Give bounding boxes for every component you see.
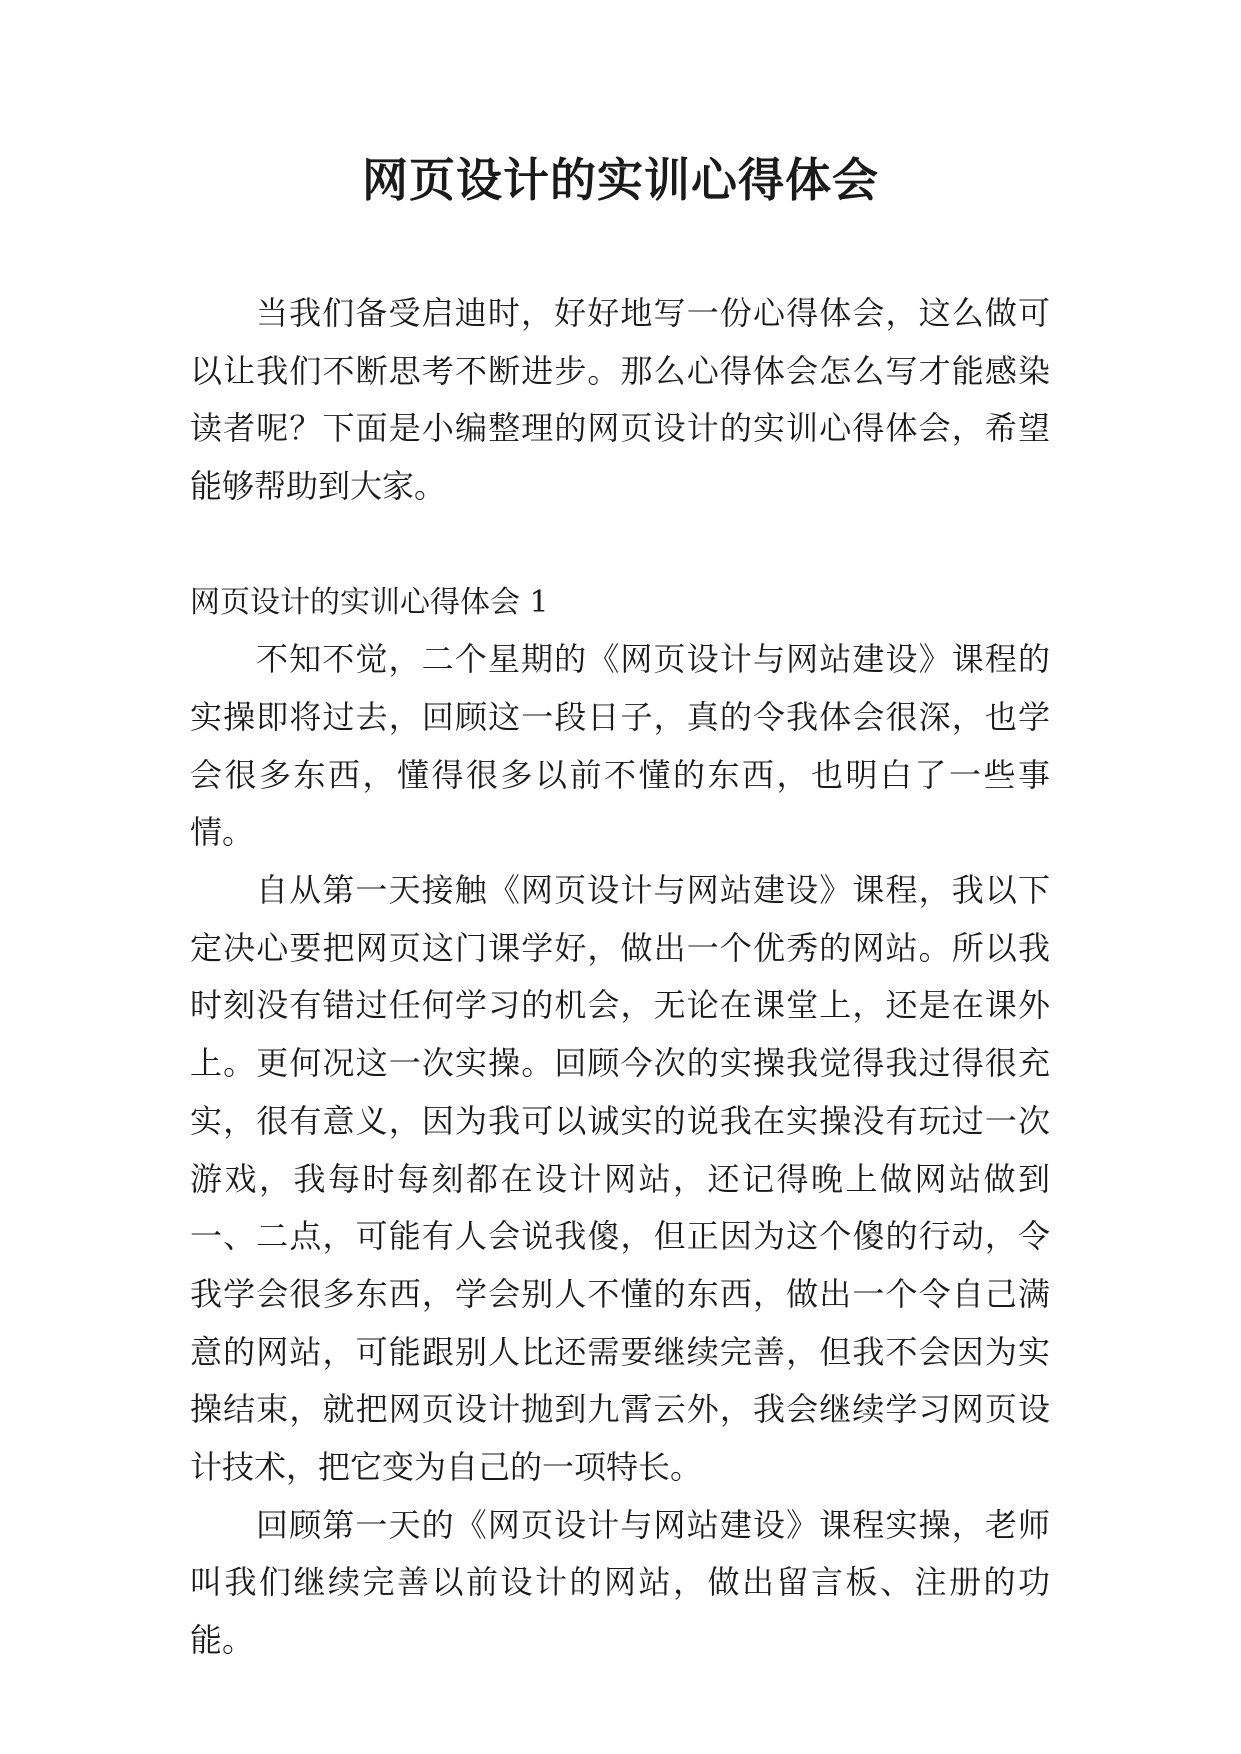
body-paragraph-3: 回顾第一天的《网页设计与网站建设》课程实操，老师叫我们继续完善以前设计的网站，做出留言板、注册的功能。	[190, 1505, 1050, 1660]
section-spacer	[190, 516, 1050, 574]
intro-paragraph: 当我们备受启迪时，好好地写一份心得体会，这么做可以让我们不断思考不断进步。那么心得体会怎么写才能感染读者呢？下面是小编整理的网页设计的实训心得体会，希望能够帮助到大家。	[190, 294, 1050, 506]
document-body	[190, 285, 1050, 1670]
section-title: 网页设计的实训心得体会 1	[190, 584, 549, 620]
document-title: 网页设计的实训心得体会	[362, 153, 879, 207]
body-paragraph-1: 不知不觉，二个星期的《网页设计与网站建设》课程的实操即将过去，回顾这一段日子，真的令我体会很深，也学会很多东西，懂得很多以前不懂的东西，也明白了一些事情。	[190, 640, 1050, 852]
body-paragraph-2: 自从第一天接触《网页设计与网站建设》课程，我以下定决心要把网页这门课学好，做出一个优秀的网站。所以我时刻没有错过任何学习的机会，无论在课堂上，还是在课外上。更何况这一次实操。回顾今次的实操我觉得我过得很充实，很有意义，因为我可以诚实的说我在实操没有玩过一次游戏，我每时每刻都在设计网站，还记得晚上做网站做到一、二点，可能有人会说我傻，但正因为这个傻的行动，令我学会很多东西，学会别人不懂的东西，做出一个令自己满意的网站，可能跟别人比还需要继续完善，但我不会因为实操结束，就把网页设计抛到九霄云外，我会继续学习网页设计技术，把它变为自己的一项特长。	[190, 871, 1050, 1487]
